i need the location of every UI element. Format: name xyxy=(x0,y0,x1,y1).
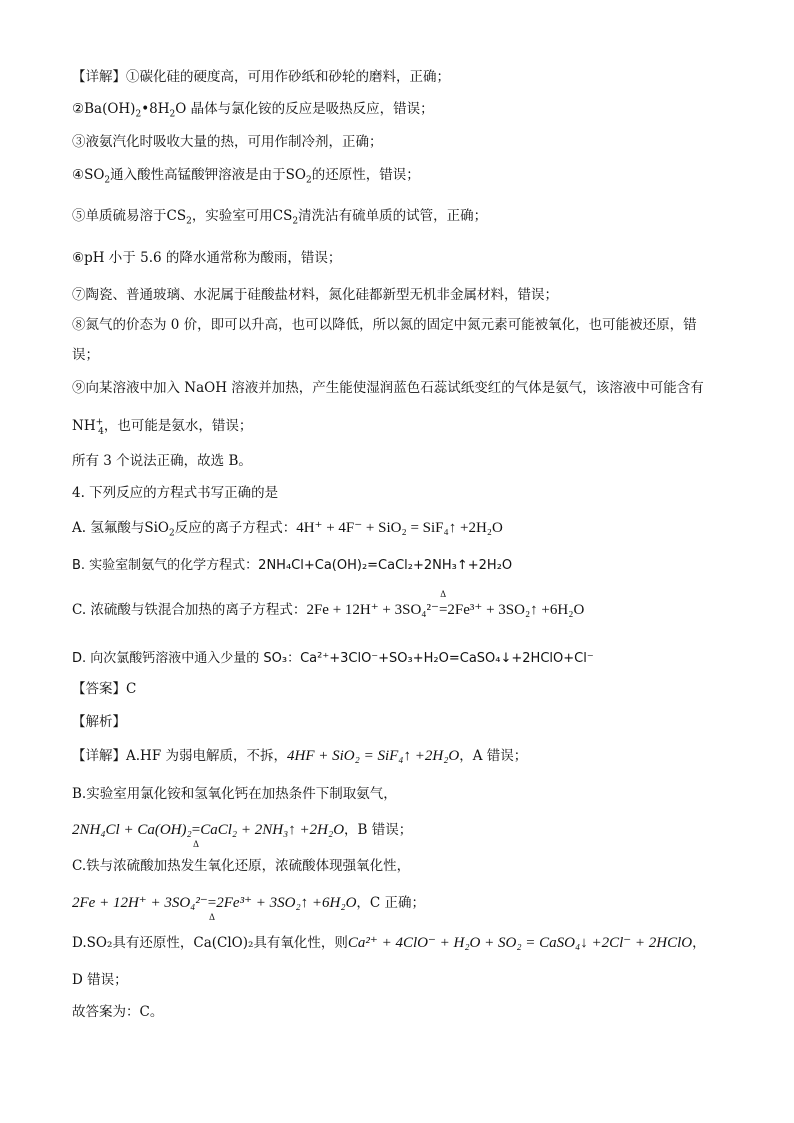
delta-symbol: Δ xyxy=(209,912,215,922)
equation: 4H⁺ + 4F⁻ + SiO₂ = SiF₄↑ +2H₂O xyxy=(296,520,503,536)
text-segment: 【详解】A.HF 为弱电解质，不拆， xyxy=(72,748,287,764)
delta-symbol: Δ xyxy=(193,839,199,849)
heat-condition: Δ = xyxy=(438,589,448,618)
explanation-line-2 xyxy=(72,98,734,120)
text-segment: D.SO₂具有还原性，Ca(ClO)₂具有氧化性，则 xyxy=(72,935,348,951)
detail-b-line-1: B.实验室用氯化铵和氢氧化钙在加热条件下制取氨气， xyxy=(72,786,397,802)
subscript: 2 xyxy=(305,175,312,186)
explanation-line-8: ⑧氮气的价态为 0 价，即可以升高，也可以降低，所以氮的固定中氮元素可能被氧化，也可能被还原，错 xyxy=(72,317,697,333)
superscript: + xyxy=(95,417,104,428)
explanation-line-5 xyxy=(72,205,734,227)
subscript: 2 xyxy=(135,109,142,120)
text-segment: ，实验室可用CS xyxy=(191,208,293,224)
subscript: 2 xyxy=(104,175,111,186)
equals-sign: = xyxy=(191,822,201,838)
option-c xyxy=(72,589,734,621)
detail-c-line-2 xyxy=(72,892,734,922)
explanation-line-1: 【详解】①碳化硅的硬度高，可用作砂纸和砂轮的磨料，正确； xyxy=(72,69,450,85)
text-segment: ， xyxy=(692,935,706,951)
detail-c-line-1: C.铁与浓硫酸加热发生氧化还原，浓硫酸体现强氧化性， xyxy=(72,858,411,874)
explanation-line-11 xyxy=(72,415,734,437)
explanation-line-3: ③液氨汽化时吸收大量的热，可用作制冷剂，正确； xyxy=(72,134,383,150)
equation: Ca²⁺ + 4ClO⁻ + H₂O + SO₂ = CaSO₄↓ +2Cl⁻ + 2HClO xyxy=(347,935,693,951)
text-segment: 通入酸性高锰酸钾溶液是由于SO xyxy=(110,167,306,183)
explanation-line-4 xyxy=(72,164,734,186)
text-segment: ②Ba(OH) xyxy=(72,101,136,117)
subscript: 2 xyxy=(292,216,299,227)
delta-symbol: Δ xyxy=(440,589,447,599)
text-segment: 清洗沾有硫单质的试管，正确； xyxy=(298,208,488,224)
equation-left: 2Fe + 12H⁺ + 3SO₄²⁻ xyxy=(306,602,439,618)
text-segment: A. 氢氟酸与SiO xyxy=(72,520,169,536)
analysis-label: 【解析】 xyxy=(72,714,126,730)
text-segment: ，C 正确； xyxy=(356,895,426,911)
equation-right: 2Fe³⁺ + 3SO₂↑ +6H₂O xyxy=(447,602,585,618)
explanation-line-10: ⑨向某溶液中加入 NaOH 溶液并加热，产生能使湿润蓝色石蕊试纸变红的气体是氨气，该溶液中可能含有 xyxy=(72,380,704,396)
equation-left: 2NH₄Cl + Ca(OH)₂ xyxy=(72,822,192,838)
explanation-line-9: 误； xyxy=(72,347,99,363)
detail-d-line-2: D 错误； xyxy=(72,972,128,988)
heat-condition xyxy=(207,892,217,922)
question-4-stem: 4. 下列反应的方程式书写正确的是 xyxy=(72,485,279,501)
equals-sign: = xyxy=(207,895,217,911)
subscript: 2 xyxy=(186,216,192,227)
text-segment: ，A 错误； xyxy=(459,748,528,764)
detail-b-line-2 xyxy=(72,819,734,849)
text-segment: ⑤单质硫易溶于CS xyxy=(72,208,187,224)
explanation-line-12: 所有 3 个说法正确，故选 B。 xyxy=(72,453,252,469)
option-b: B. 实验室制氨气的化学方程式：2NH₄Cl+Ca(OH)₂=CaCl₂+2NH₃↑+2H₂O xyxy=(72,558,513,573)
final-answer: 故答案为：C。 xyxy=(72,1004,164,1020)
text-segment: ，也可能是氨水，错误； xyxy=(103,418,253,434)
equation: 4HF + SiO₂ = SiF₄↑ +2H₂O xyxy=(286,748,460,764)
detail-a xyxy=(72,745,734,767)
subscript: 4 xyxy=(98,426,104,437)
subscript: 2 xyxy=(168,528,175,539)
answer-label: 【答案】C xyxy=(72,681,137,697)
option-d: D. 向次氯酸钙溶液中通入少量的 SO₃：Ca²⁺+3ClO⁻+SO₃+H₂O=CaSO₄↓+2HClO+Cl⁻ xyxy=(72,651,594,666)
option-a xyxy=(72,517,734,539)
text-segment: C. 浓硫酸与铁混合加热的离子方程式： xyxy=(72,602,307,618)
equation-right: CaCl₂ + 2NH₃↑ +2H₂O xyxy=(200,822,345,838)
text-segment: ，B 错误； xyxy=(344,822,413,838)
equation-left: 2Fe + 12H⁺ + 3SO₄²⁻ xyxy=(72,895,208,911)
text-segment: 反应的离子方程式： xyxy=(174,520,297,536)
detail-d-line-1 xyxy=(72,932,734,954)
explanation-line-7: ⑦陶瓷、普通玻璃、水泥属于硅酸盐材料，氮化硅都新型无机非金属材料，错误； xyxy=(72,287,558,303)
text-segment: •8H xyxy=(141,101,170,117)
equation-right: 2Fe³⁺ + 3SO₂↑ +6H₂O xyxy=(216,895,357,911)
text-segment: 的还原性，错误； xyxy=(311,167,420,183)
explanation-line-6: ⑥pH 小于 5.6 的降水通常称为酸雨，错误； xyxy=(72,250,342,266)
text-segment: ④SO xyxy=(72,167,105,183)
text-segment: NH xyxy=(72,418,96,434)
heat-condition xyxy=(191,819,201,849)
subscript: 2 xyxy=(169,109,176,120)
text-segment: O 晶体与氯化铵的反应是吸热反应，错误； xyxy=(175,101,434,117)
